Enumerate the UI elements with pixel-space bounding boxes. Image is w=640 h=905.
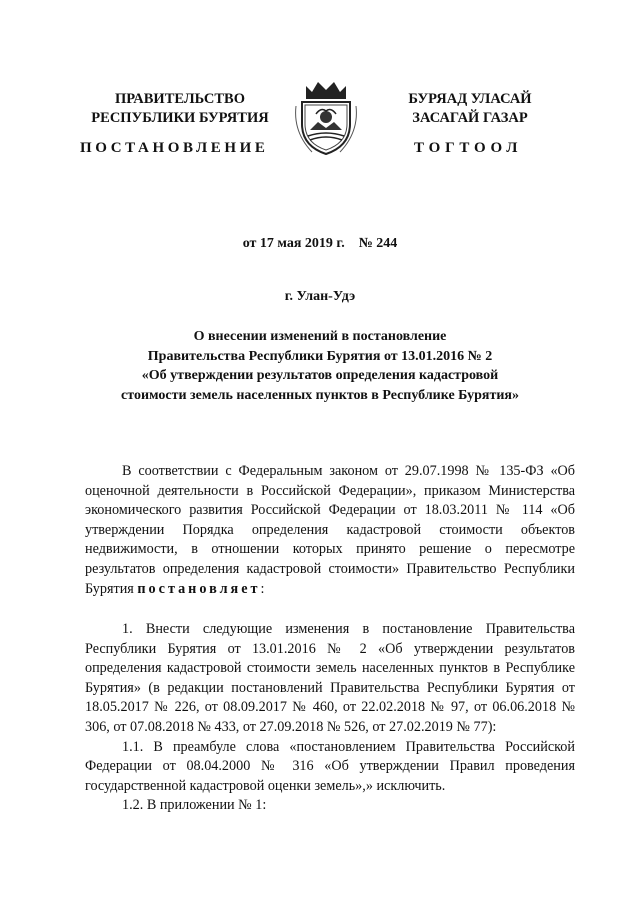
preamble-paragraph: [85, 462, 575, 599]
title-line: «Об утверждении результатов определения кадастровой: [141, 368, 499, 383]
city: г. Улан-Удэ: [284, 289, 356, 304]
title-line: О внесении изменений в постановление: [193, 329, 447, 344]
doc-kind-russian: ПОСТАНОВЛЕНИЕ: [80, 140, 269, 156]
issuer-buryat: [365, 90, 575, 128]
preamble: [85, 462, 575, 599]
decree-word: постановляет: [137, 580, 261, 597]
issuer-russian: [80, 90, 280, 128]
decree-number: № 244: [358, 236, 398, 251]
title-line: стоимости земель населенных пунктов в Республике Бурятия»: [121, 387, 519, 403]
coat-of-arms-buryatia-icon: [294, 62, 358, 158]
date-line: [0, 236, 640, 252]
item-paragraph: 1.2. В приложении № 1:: [122, 797, 267, 814]
issuer-bua-line1: БУРЯАД УЛАСАЙ: [408, 91, 532, 107]
decree-title: [0, 327, 640, 405]
preamble-ending: :: [260, 580, 265, 597]
issuer-bua-line2: ЗАСАГАЙ ГАЗАР: [412, 110, 528, 126]
doc-kind-buryat: ТОГТООЛ: [414, 140, 523, 156]
decree-date: от 17 мая 2019 г.: [242, 236, 345, 251]
item-paragraph: 1. Внести следующие изменения в постановление Правительства Республики Бурятия от 13.01.2016 № 2 «Об утверждении результатов определения кадастровой стоимости земель населенных пунктов в Республике Бурятия» (в редакции постановлений Правительства Республики Бурятия от 18.05.2017 № 226, от 08.09.2017 № 460, от 22.02.2018 № 97, от 06.06.2018 № 306, от 07.08.2018 № 433, от 27.09.2018 № 526, от 27.02.2019 № 77):: [85, 621, 575, 735]
decree-items: [85, 620, 575, 816]
preamble-text: В соответствии с Федеральным законом от 29.07.1998 № 135-ФЗ «Об оценочной деятельности в Российской Федерации», приказом Министерства экономического развития Российской Федерации от 18.03.2011 № 114 «Об утверждении Порядка определения кадастровой стоимости объектов недвижимости, в отношении которых принято решение о пересмотре результатов определения кадастровой стоимости» Правительство Республики Бурятия: [85, 463, 575, 597]
item-paragraph: 1.1. В преамбуле слова «постановлением Правительства Российской Федерации от 08.04.2000 № 316 «Об утверждении Правил проведения государственной кадастровой оценки земель»,» исключить.: [85, 738, 575, 794]
title-line: Правительства Республики Бурятия от 13.01.2016 № 2: [147, 348, 493, 364]
issuer-ru-line1: ПРАВИТЕЛЬСТВО: [115, 91, 245, 107]
issuer-ru-line2: РЕСПУБЛИКИ БУРЯТИЯ: [91, 110, 269, 126]
